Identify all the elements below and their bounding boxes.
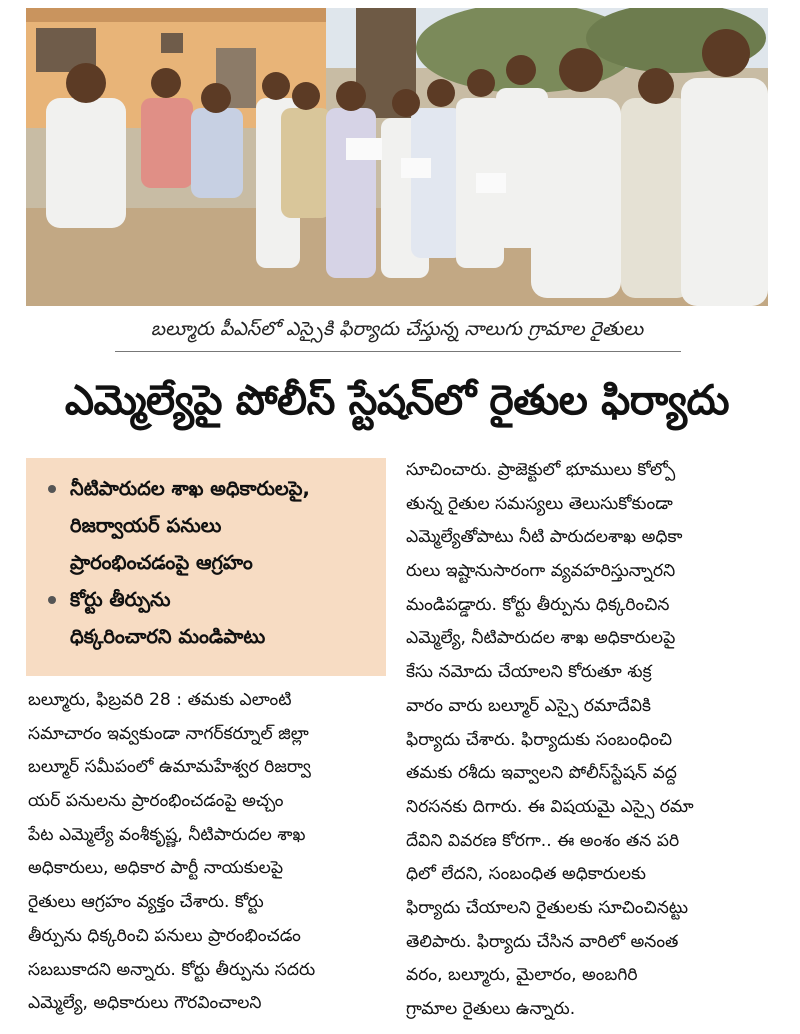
caption-divider [115, 351, 681, 352]
highlight-line: ధిక్కరించారని మండిపాటు [70, 625, 266, 648]
highlight-line: రిజర్వాయర్ పనులు [70, 514, 222, 537]
body-line: గ్రామాల రైతులు ఉన్నారు. [406, 999, 576, 1019]
body-line: ఫిర్యాదు చేయాలని రైతులకు సూచించినట్టు [406, 897, 689, 918]
highlights-box [26, 458, 386, 676]
body-line: అధికారులు, అధికార పార్టీ నాయకులపై [28, 858, 284, 879]
body-line: సబబుకాదని అన్నారు. కోర్టు తీర్పును సదరు [28, 959, 316, 980]
highlight-line: కోర్టు తీర్పును [70, 588, 171, 611]
body-line: ఎమ్మెల్యేతోపాటు నీటి పారుదలశాఖ అధికా [406, 527, 683, 548]
body-line: తున్న రైతుల సమస్యలు తెలుసుకోకుండా [406, 493, 673, 514]
highlight-line: నీటిపారుదల శాఖ అధికారులపై, [70, 477, 310, 500]
body-line: వారం వారు బల్మూర్ ఎస్సై రమాదేవికి [406, 695, 651, 716]
body-line: కేసు నమోదు చేయాలని కోరుతూ శుక్ర [406, 662, 652, 683]
article-column-right [406, 454, 770, 1027]
body-line: తెలిపారు. ఫిర్యాదు చేసిన వారిలో అనంత [406, 931, 679, 952]
body-line: బల్మూరు, ఫిబ్రవరి 28 : తమకు ఎలాంటి [28, 690, 292, 710]
body-line: రైతులు ఆగ్రహం వ్యక్తం చేశారు. కోర్టు [28, 892, 264, 913]
body-line: బల్మూర్ సమీపంలో ఉమామహేశ్వర రిజర్వా [28, 757, 311, 778]
body-line: రులు ఇష్టానుసారంగా వ్యవహరిస్తున్నారని [406, 561, 676, 582]
body-line: యర్ పనులను ప్రారంభించడంపై అచ్చం [28, 791, 284, 812]
body-line: తీర్పును ధిక్కరించి పనులు ప్రారంభించడం [28, 925, 301, 946]
article-column-left [28, 684, 384, 1021]
body-line: సమాచారం ఇవ్వకుండా నాగర్‌కర్నూల్ జిల్లా [28, 723, 309, 744]
bullet-icon [48, 485, 56, 493]
body-line: ఎమ్మెల్యే, నీటిపారుదల శాఖ అధికారులపై [406, 628, 676, 649]
headline: ఎమ్మెల్యేపై పోలీస్ స్టేషన్‌లో రైతుల ఫిర్యాదు [64, 376, 730, 424]
body-line: ధిలో లేదని, సంబంధిత అధికారులకు [406, 864, 646, 885]
bullet-icon [48, 596, 56, 604]
body-line: ఫిర్యాదు చేశారు. ఫిర్యాదుకు సంబంధించి [406, 729, 673, 750]
body-line: తమకు రశీదు ఇవ్వాలని పోలీస్‌స్టేషన్ వద్ద [406, 763, 677, 784]
highlight-item [48, 470, 376, 581]
body-line: దేవిని వివరణ కోరగా.. ఈ అంశం తన పరి [406, 830, 680, 851]
body-line: సూచించారు. ప్రాజెక్టులో భూములు కోల్పో [406, 460, 676, 480]
highlight-line: ప్రారంభించడంపై ఆగ్రహం [70, 551, 253, 574]
body-line: నిరసనకు దిగారు. ఈ విషయమై ఎస్సై రమా [406, 796, 694, 817]
body-line: వరం, బల్మూరు, మైలారం, అంబగిరి [406, 965, 638, 986]
highlight-item [48, 581, 376, 655]
body-line: మండిపడ్డారు. కోర్టు తీర్పును ధిక్కరించిన [406, 594, 670, 615]
body-line: పేట ఎమ్మెల్యే వంశీకృష్ణ, నీటిపారుదల శాఖ [28, 824, 306, 845]
photo-farmers-icon [26, 8, 768, 306]
body-line: ఎమ్మెల్యే, అధికారులు గౌరవించాలని [28, 993, 262, 1014]
news-photo [26, 8, 768, 306]
photo-caption: బల్మూరు పీఎస్‌లో ఎస్సైకి ఫిర్యాదు చేస్తున్న నాలుగు గ్రామాల రైతులు [150, 318, 644, 340]
